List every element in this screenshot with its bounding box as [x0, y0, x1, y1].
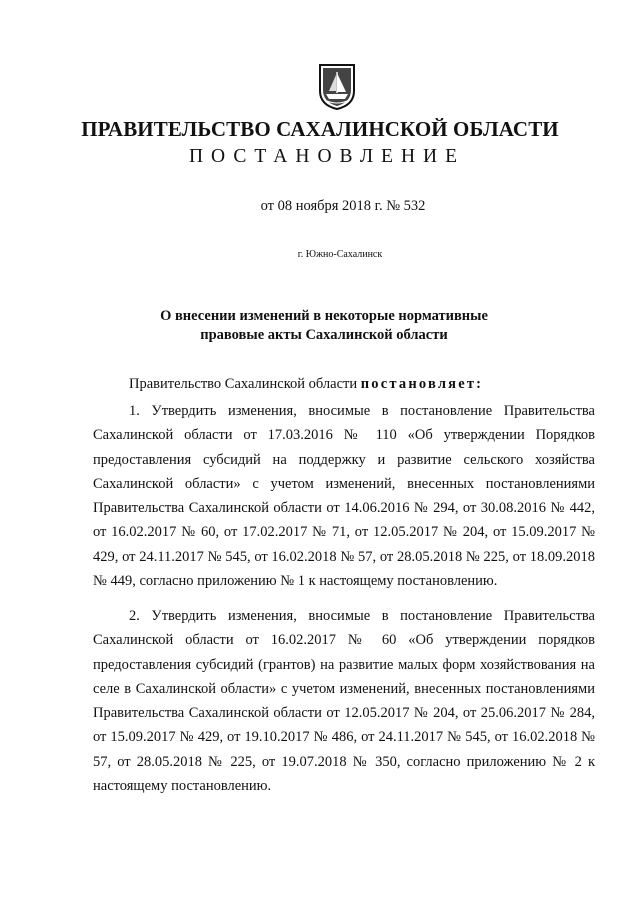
government-title: ПРАВИТЕЛЬСТВО САХАЛИНСКОЙ ОБЛАСТИ: [81, 117, 559, 141]
preamble: [129, 376, 483, 393]
preamble-keyword: постановляет:: [360, 376, 484, 392]
paragraph-1: 1. Утвердить изменения, вносимые в постановление Правительства Сахалинской области от 17.03.2016 № 110 «Об утверждении Порядков предоставления субсидий на поддержку и развитие сельского хозяйства Сахалинской области» с учетом изменений, внесенных постановлениями Правительства Сахалинской области от 14.06.2016 № 294, от 30.08.2016 № 442, от 16.02.2017 № 60, от 17.02.2017 № 71, от 12.05.2017 № 204, от 15.09.2017 № 429, от 24.11.2017 № 545, от 16.02.2018 № 57, от 28.05.2018 № 225, от 18.09.2018 № 449, согласно приложению № 1 к настоящему постановлению.: [93, 403, 595, 590]
subject-line-2: правовые акты Сахалинской области: [200, 327, 448, 343]
document-type: ПОСТАНОВЛЕНИЕ: [188, 146, 466, 167]
document-subject: [148, 307, 500, 345]
document-city: г. Южно-Сахалинск: [297, 249, 383, 260]
document-date-number: от 08 ноября 2018 г. № 532: [260, 198, 426, 214]
sakhalin-coat-of-arms-icon: [318, 63, 356, 110]
subject-line-1: О внесении изменений в некоторые нормативные: [160, 308, 488, 324]
paragraph-2: 2. Утвердить изменения, вносимые в постановление Правительства Сахалинской области от 16.02.2017 № 60 «Об утверждении порядков предоставления субсидий (грантов) на развитие малых форм хозяйствования на селе в Сахалинской области» с учетом изменений, внесенных постановлениями Правительства Сахалинской области от 12.05.2017 № 204, от 25.06.2017 № 284, от 15.09.2017 № 429, от 19.10.2017 № 486, от 24.11.2017 № 545, от 16.02.2018 № 57, от 28.05.2018 № 225, от 19.07.2018 № 350, согласно приложению № 2 к настоящему постановлению.: [93, 608, 595, 795]
preamble-text: Правительство Сахалинской области: [129, 376, 361, 392]
